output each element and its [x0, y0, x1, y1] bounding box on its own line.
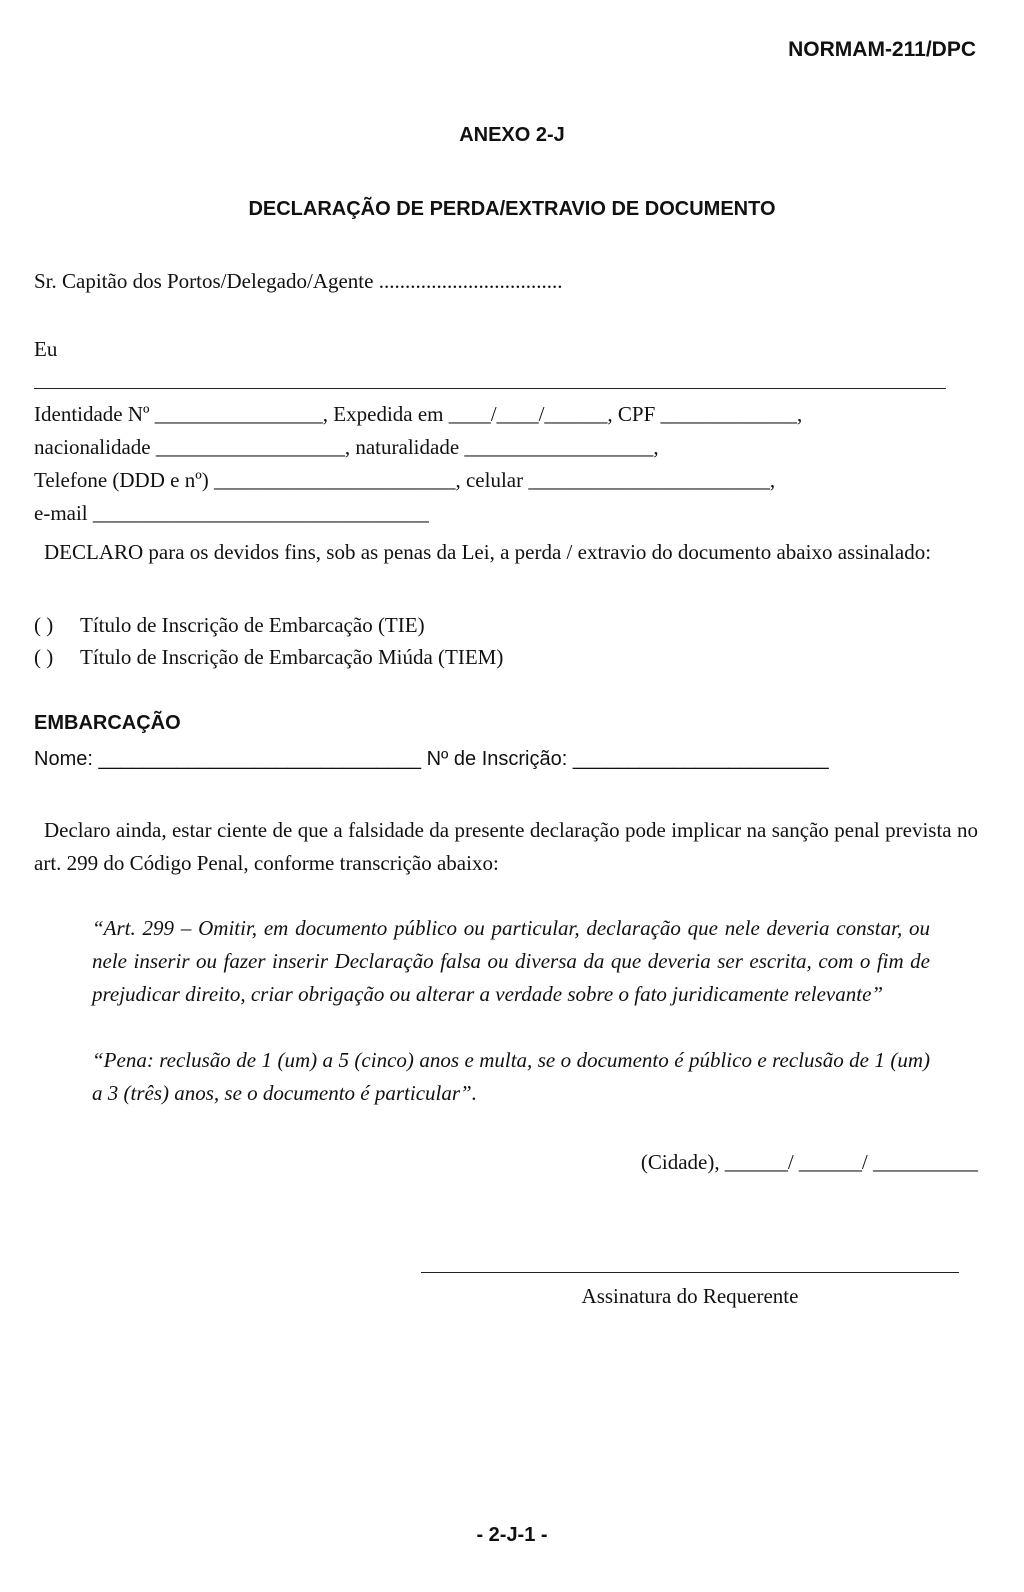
addressee-line: Sr. Capitão dos Portos/Delegado/Agente ................................... [34, 269, 563, 293]
option-tie-checkbox[interactable]: ( ) [34, 613, 54, 637]
embarcacao-title: EMBARCAÇÃO [34, 712, 181, 734]
option-tiem-checkbox[interactable]: ( ) [34, 645, 54, 669]
identidade-line: Identidade Nº ________________, Expedida em ____/____/______, CPF _____________, [34, 402, 803, 426]
document-reference: NORMAM-211/DPC [788, 38, 976, 61]
quote-art-299: “Art. 299 – Omitir, em documento público ou particular, declaração que nele deveria constar, ou nele inserir ou fazer inserir Declaração falsa ou diversa da que deveria ser escrita, com o fim de prejudicar direito, criar obrigação ou alterar a verdade sobre o fato juridicamente relevante” [92, 916, 930, 1006]
declaro-ainda-paragraph: Declaro ainda, estar ciente de que a falsidade da presente declaração pode implicar na sanção penal prevista no art. 299 do Código Penal, conforme transcrição abaixo: [34, 818, 978, 875]
email-line: e-mail ________________________________ [34, 501, 429, 525]
option-tie-label: Título de Inscrição de Embarcação (TIE) [80, 613, 425, 637]
option-tiem-label: Título de Inscrição de Embarcação Miúda (TIEM) [80, 645, 504, 669]
annex-title: ANEXO 2-J [459, 124, 565, 146]
signature-line[interactable] [421, 1272, 959, 1273]
telefone-line: Telefone (DDD e nº) _______________________, celular _______________________, [34, 468, 776, 492]
quote-pena: “Pena: reclusão de 1 (um) a 5 (cinco) anos e multa, se o documento é público e reclusão de 1 (um) a 3 (três) anos, se o documento é particular”. [92, 1048, 930, 1105]
nacionalidade-line: nacionalidade __________________, naturalidade __________________, [34, 435, 659, 459]
eu-label: Eu [34, 337, 58, 361]
page-number: - 2-J-1 - [476, 1524, 548, 1546]
document-title: DECLARAÇÃO DE PERDA/EXTRAVIO DE DOCUMENTO [248, 198, 776, 220]
signature-label: Assinatura do Requerente [581, 1284, 799, 1308]
option-tie [34, 612, 425, 638]
city-date-line: (Cidade), ______/ ______/ __________ [640, 1150, 978, 1174]
declaro-paragraph: DECLARO para os devidos fins, sob as penas da Lei, a perda / extravio do documento abaixo assinalado: [44, 540, 932, 564]
embarcacao-line: Nome: _____________________________ Nº de Inscrição: _______________________ [34, 748, 829, 770]
option-tiem [34, 644, 503, 670]
name-blank-line[interactable] [34, 362, 946, 389]
